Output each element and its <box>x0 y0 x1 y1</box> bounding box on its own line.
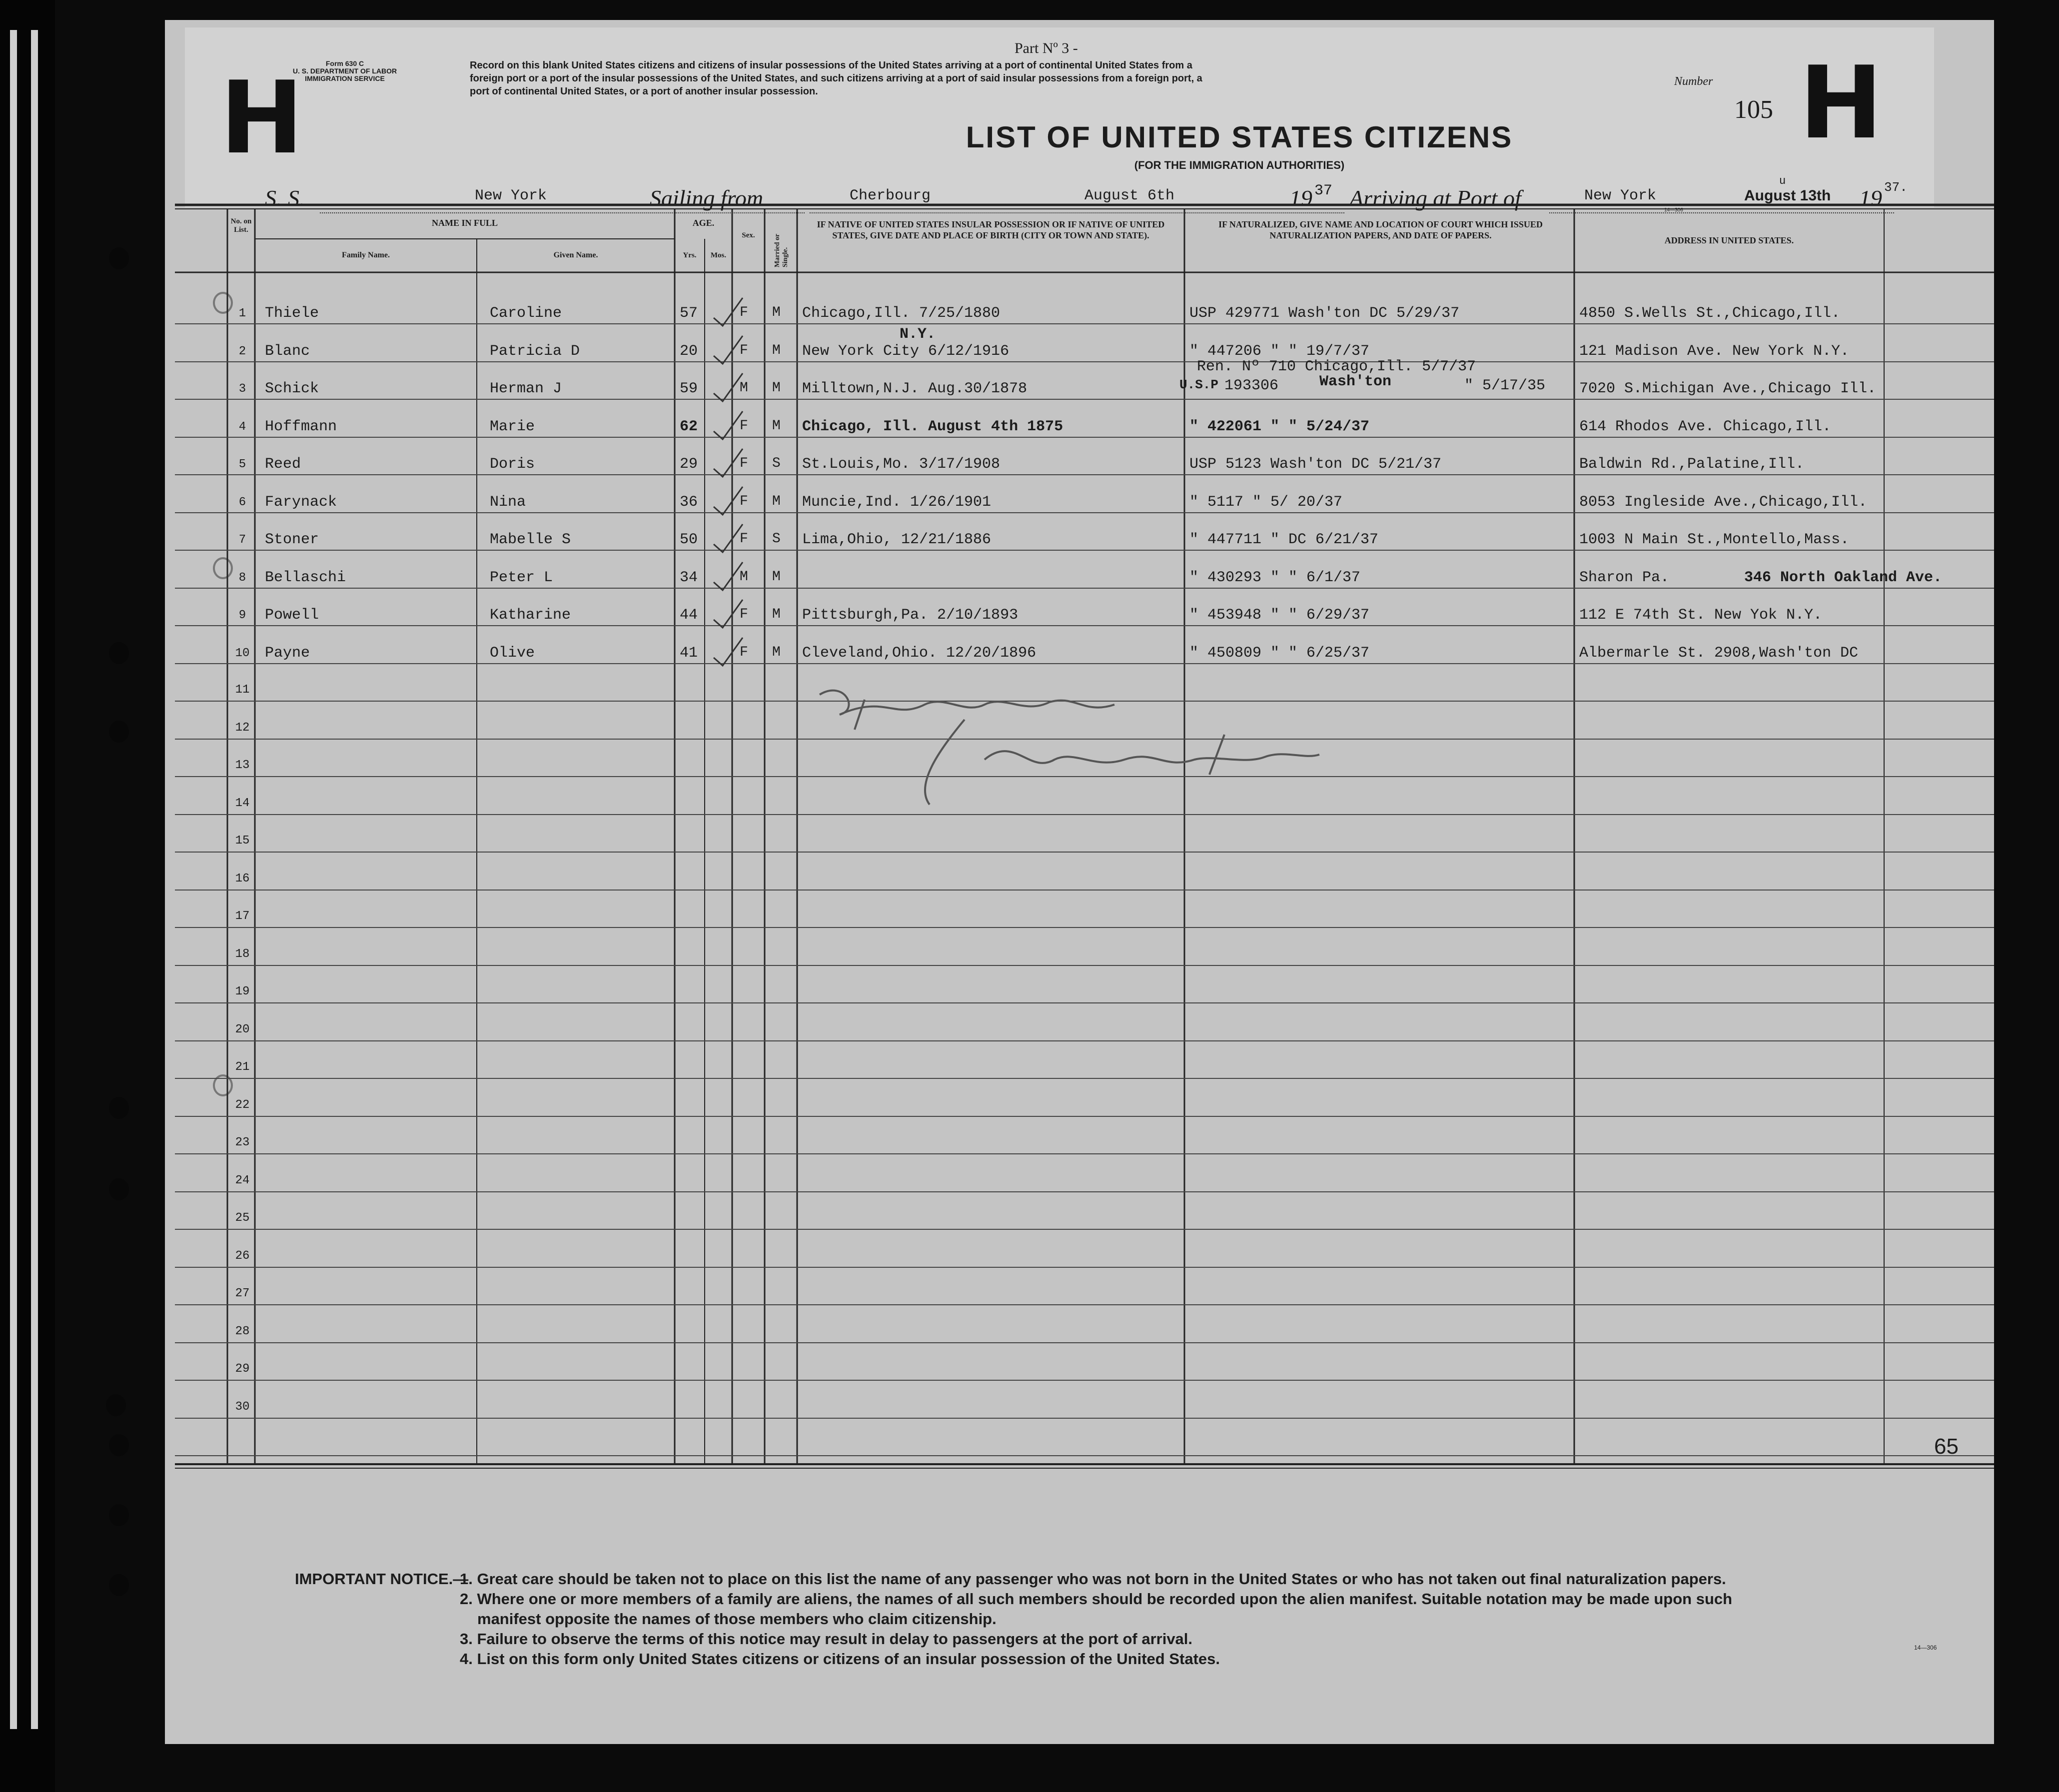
address-cell: 7020 S.Michigan Ave.,Chicago Ill. <box>1579 380 1877 397</box>
punch-hole <box>109 1574 129 1596</box>
punch-hole <box>109 1178 129 1200</box>
check-mark <box>710 598 745 630</box>
sex-cell: F <box>740 418 748 434</box>
age-years-cell: 50 <box>680 531 698 548</box>
row-number: 8 <box>238 571 246 585</box>
row-number: 18 <box>235 947 250 961</box>
check-mark <box>710 485 745 517</box>
birthplace-cell: Muncie,Ind. 1/26/1901 <box>802 494 992 511</box>
year-to: 37. <box>1884 180 1908 195</box>
address-cell: 614 Rhodos Ave. Chicago,Ill. <box>1579 418 1832 435</box>
address-cell: 8053 Ingleside Ave.,Chicago,Ill. <box>1579 494 1868 511</box>
header-family-name: Family Name. <box>342 251 390 259</box>
age-years-cell: 36 <box>680 494 698 511</box>
notice-item: 3. Failure to observe the terms of this notice may result in delay to passengers at the port of arrival. <box>460 1630 1193 1648</box>
family-name-cell: Schick <box>265 380 319 397</box>
date-from: August 6th <box>1084 187 1175 204</box>
address-cell: Albermarle St. 2908,Wash'ton DC <box>1579 645 1859 662</box>
row-number: 15 <box>235 834 250 848</box>
header-naturalized: IF NATURALIZED, GIVE NAME AND LOCATION OF COURT WHICH ISSUED NATURALIZATION PAPERS, AND DATE OF PAPERS. <box>1218 219 1543 240</box>
given-name-cell: Nina <box>490 494 526 511</box>
check-mark <box>710 636 745 668</box>
given-name-cell: Olive <box>490 645 535 662</box>
marital-status-cell: M <box>772 645 781 660</box>
intro-line: port of continental United States, or a port of another insular possession. <box>470 86 818 97</box>
naturalization-cell: 193306 <box>1224 377 1279 394</box>
address-cell: 4850 S.Wells St.,Chicago,Ill. <box>1579 305 1841 322</box>
handwritten-mark-left: H <box>220 60 304 176</box>
age-years-cell: 57 <box>680 305 698 322</box>
header-mos: Mos. <box>710 251 727 259</box>
document-sheet <box>165 20 1994 1744</box>
sailing-label: Sailing from <box>650 185 764 211</box>
number-label: Number <box>1674 75 1713 88</box>
page-number: 65 <box>1934 1434 1959 1459</box>
row-number: 16 <box>235 872 250 886</box>
given-name-cell: Mabelle S <box>490 531 571 548</box>
row-number: 23 <box>235 1136 250 1149</box>
port-to: New York <box>1584 187 1657 204</box>
header-sex: Sex. <box>742 231 755 239</box>
sex-cell: F <box>740 607 748 622</box>
age-years-cell: 44 <box>680 607 698 624</box>
header-native: IF NATIVE OF UNITED STATES INSULAR POSSESSION OR IF NATIVE OF UNITED STATES, GIVE DATE AND PLACE OF BIRTH (CITY OR TOWN AND STATE). <box>817 219 1165 240</box>
marital-status-cell: S <box>772 531 781 547</box>
page-subtitle: (FOR THE IMMIGRATION AUTHORITIES) <box>1134 159 1345 171</box>
age-years-cell: 59 <box>680 380 698 397</box>
row-number: 25 <box>235 1211 250 1225</box>
birthplace-cell: Pittsburgh,Pa. 2/10/1893 <box>802 607 1019 624</box>
date-to-mark: u <box>1779 175 1786 187</box>
age-years-cell: 34 <box>680 569 698 586</box>
row-number: 11 <box>235 683 250 697</box>
address-cell: Baldwin Rd.,Palatine,Ill. <box>1579 456 1805 473</box>
sex-cell: F <box>740 494 748 509</box>
header-given-name: Given Name. <box>553 251 598 259</box>
header-address: ADDRESS IN UNITED STATES. <box>1664 235 1794 245</box>
binder-edge <box>31 30 38 1729</box>
row-number: 5 <box>238 458 246 471</box>
punch-hole <box>109 721 129 743</box>
part-number: Part Nº 3 - <box>1015 40 1078 56</box>
row-number: 13 <box>235 759 250 772</box>
birthplace-note: N.Y. <box>900 326 936 343</box>
naturalization-cell: USP 5123 Wash'ton DC 5/21/37 <box>1189 456 1442 473</box>
sex-cell: F <box>740 343 748 358</box>
punch-hole <box>109 247 129 269</box>
date-to: August 13th <box>1744 187 1831 204</box>
row-number: 26 <box>235 1249 250 1263</box>
port-from: Cherbourg <box>850 187 931 204</box>
naturalization-cell: " 422061 " " 5/24/37 <box>1189 418 1370 435</box>
row-number: 19 <box>235 985 250 998</box>
check-mark <box>710 447 745 479</box>
service: IMMIGRATION SERVICE <box>305 74 385 82</box>
sex-cell: F <box>740 531 748 547</box>
family-name-cell: Bellaschi <box>265 569 346 586</box>
family-name-cell: Hoffmann <box>265 418 337 435</box>
header-name-in-full: NAME IN FULL <box>431 218 498 228</box>
address-extra: 346 North Oakland Ave. <box>1744 569 1943 586</box>
header-age: AGE. <box>692 218 715 228</box>
row-number: 21 <box>235 1060 250 1074</box>
family-name-cell: Powell <box>265 607 319 624</box>
naturalization-cell: " 450809 " " 6/25/37 <box>1189 645 1370 662</box>
naturalization-cell: USP 429771 Wash'ton DC 5/29/37 <box>1189 305 1460 322</box>
print-code: 14—306 <box>1914 1644 1937 1651</box>
form-number: Form 630 C <box>325 59 364 67</box>
ship-name: New York <box>475 187 547 204</box>
header-no-on-list: No. on List. <box>230 217 252 234</box>
row-number: 29 <box>235 1362 250 1376</box>
check-mark <box>710 334 745 366</box>
print-code: 14—306 <box>1664 207 1683 213</box>
header-married-single: Married or Single. <box>774 234 789 267</box>
row-number: 27 <box>235 1287 250 1300</box>
address-cell: Sharon Pa. <box>1579 569 1670 586</box>
page-title: LIST OF UNITED STATES CITIZENS <box>966 120 1513 154</box>
binder-edge <box>10 30 17 1729</box>
naturalization-court: Wash'ton <box>1319 373 1392 390</box>
birthplace-cell: Cleveland,Ohio. 12/20/1896 <box>802 645 1036 662</box>
given-name-cell: Doris <box>490 456 535 473</box>
sex-cell: F <box>740 645 748 660</box>
address-cell: 1003 N Main St.,Montello,Mass. <box>1579 531 1850 548</box>
row-number: 9 <box>238 609 246 622</box>
family-name-cell: Blanc <box>265 343 310 360</box>
naturalization-cell: " 447206 " " 19/7/37 <box>1189 343 1370 360</box>
given-name-cell: Patricia D <box>490 343 580 360</box>
year-from: 37 <box>1314 182 1333 199</box>
row-number: 7 <box>238 533 246 547</box>
row-number: 20 <box>235 1023 250 1036</box>
check-mark <box>710 522 745 554</box>
row-number: 22 <box>235 1098 250 1112</box>
sex-cell: F <box>740 305 748 320</box>
family-name-cell: Payne <box>265 645 310 662</box>
intro-line: Record on this blank United States citizens and citizens of insular possessions of the United States arriving at a port of continental United States from a <box>470 60 1192 71</box>
family-name-cell: Stoner <box>265 531 319 548</box>
age-years-cell: 29 <box>680 456 698 473</box>
naturalization-note: Ren. Nº 710 Chicago,Ill. 5/7/37 <box>1197 358 1476 375</box>
intro-line: foreign port or a port of the insular possessions of the United States, and such citizens arriving at a port of said insular possessions from a foreign port, a <box>470 73 1202 84</box>
binder-background <box>0 0 55 1792</box>
birthplace-cell: Chicago,Ill. 7/25/1880 <box>802 305 1001 322</box>
punch-hole <box>109 1097 129 1119</box>
given-name-cell: Herman J <box>490 380 562 397</box>
marital-status-cell: M <box>772 494 781 509</box>
punch-hole <box>106 1394 126 1416</box>
row-number: 1 <box>238 307 246 320</box>
handwritten-signature <box>815 675 1324 820</box>
check-mark <box>710 296 745 328</box>
check-mark <box>710 371 745 403</box>
row-number: 24 <box>235 1174 250 1187</box>
birthplace-cell: Chicago, Ill. August 4th 1875 <box>802 418 1063 435</box>
row-number: 12 <box>235 721 250 735</box>
department: U. S. DEPARTMENT OF LABOR <box>292 67 397 75</box>
header-yrs: Yrs. <box>683 251 697 259</box>
notice-item: manifest opposite the names of those members who claim citizenship. <box>477 1610 997 1628</box>
year-prefix: 19 <box>1289 185 1312 211</box>
address-cell: 121 Madison Ave. New York N.Y. <box>1579 343 1850 360</box>
check-mark <box>710 409 745 441</box>
arriving-label: Arriving at Port of <box>1349 185 1521 211</box>
marital-status-cell: M <box>772 569 781 585</box>
sex-cell: M <box>740 569 748 585</box>
handwritten-mark-right: H <box>1799 45 1883 161</box>
age-years-cell: 41 <box>680 645 698 662</box>
sex-cell: M <box>740 380 748 396</box>
age-years-cell: 62 <box>680 418 698 435</box>
naturalization-cell: " 453948 " " 6/29/37 <box>1189 607 1370 624</box>
family-name-cell: Farynack <box>265 494 337 511</box>
age-years-cell: 20 <box>680 343 698 360</box>
naturalization-prefix: U.S.P <box>1179 377 1219 392</box>
family-name-cell: Reed <box>265 456 301 473</box>
birthplace-cell: Lima,Ohio, 12/21/1886 <box>802 531 992 548</box>
marital-status-cell: M <box>772 343 781 358</box>
punch-hole <box>109 1434 129 1456</box>
row-number: 28 <box>235 1325 250 1338</box>
row-number: 3 <box>238 382 246 396</box>
birthplace-cell: St.Louis,Mo. 3/17/1908 <box>802 456 1001 473</box>
row-number: 2 <box>238 345 246 358</box>
row-number: 30 <box>235 1400 250 1414</box>
year-to-prefix: 19 <box>1859 185 1882 211</box>
naturalization-cell: " 430293 " " 6/1/37 <box>1189 569 1361 586</box>
row-number: 10 <box>235 647 250 660</box>
given-name-cell: Marie <box>490 418 535 435</box>
address-cell: 112 E 74th St. New Yok N.Y. <box>1579 607 1823 624</box>
birthplace-cell: Milltown,N.J. Aug.30/1878 <box>802 380 1028 397</box>
sex-cell: F <box>740 456 748 471</box>
given-name-cell: Katharine <box>490 607 571 624</box>
naturalization-date: " 5/17/35 <box>1464 377 1546 394</box>
marital-status-cell: M <box>772 607 781 622</box>
notice-item: 2. Where one or more members of a family are aliens, the names of all such members should be recorded upon the alien manifest. Suitable notation may be made upon such <box>460 1590 1733 1608</box>
birthplace-cell: New York City 6/12/1916 <box>802 343 1010 360</box>
marital-status-cell: M <box>772 305 781 320</box>
marital-status-cell: M <box>772 418 781 434</box>
naturalization-cell: " 5117 " 5/ 20/37 <box>1189 494 1343 511</box>
notice-label: IMPORTANT NOTICE.— <box>295 1570 469 1588</box>
marital-status-cell: S <box>772 456 781 471</box>
ss-label: S. S. <box>265 185 305 211</box>
row-number: 4 <box>238 420 246 434</box>
manifest-table-grid <box>165 20 1994 1744</box>
marital-status-cell: M <box>772 380 781 396</box>
given-name-cell: Caroline <box>490 305 562 322</box>
list-number: 105 <box>1734 95 1773 124</box>
notice-item: 1. Great care should be taken not to place on this list the name of any passenger who was not born in the United States or who has not taken out final naturalization papers. <box>460 1570 1726 1588</box>
row-number: 6 <box>238 496 246 509</box>
naturalization-cell: " 447711 " DC 6/21/37 <box>1189 531 1379 548</box>
notice-item: 4. List on this form only United States citizens or citizens of an insular possession of the United States. <box>460 1650 1220 1668</box>
punch-hole <box>109 642 129 664</box>
family-name-cell: Thiele <box>265 305 319 322</box>
row-number: 17 <box>235 909 250 923</box>
punch-hole <box>109 1504 129 1526</box>
row-number: 14 <box>235 797 250 810</box>
given-name-cell: Peter L <box>490 569 553 586</box>
check-mark <box>710 560 745 592</box>
